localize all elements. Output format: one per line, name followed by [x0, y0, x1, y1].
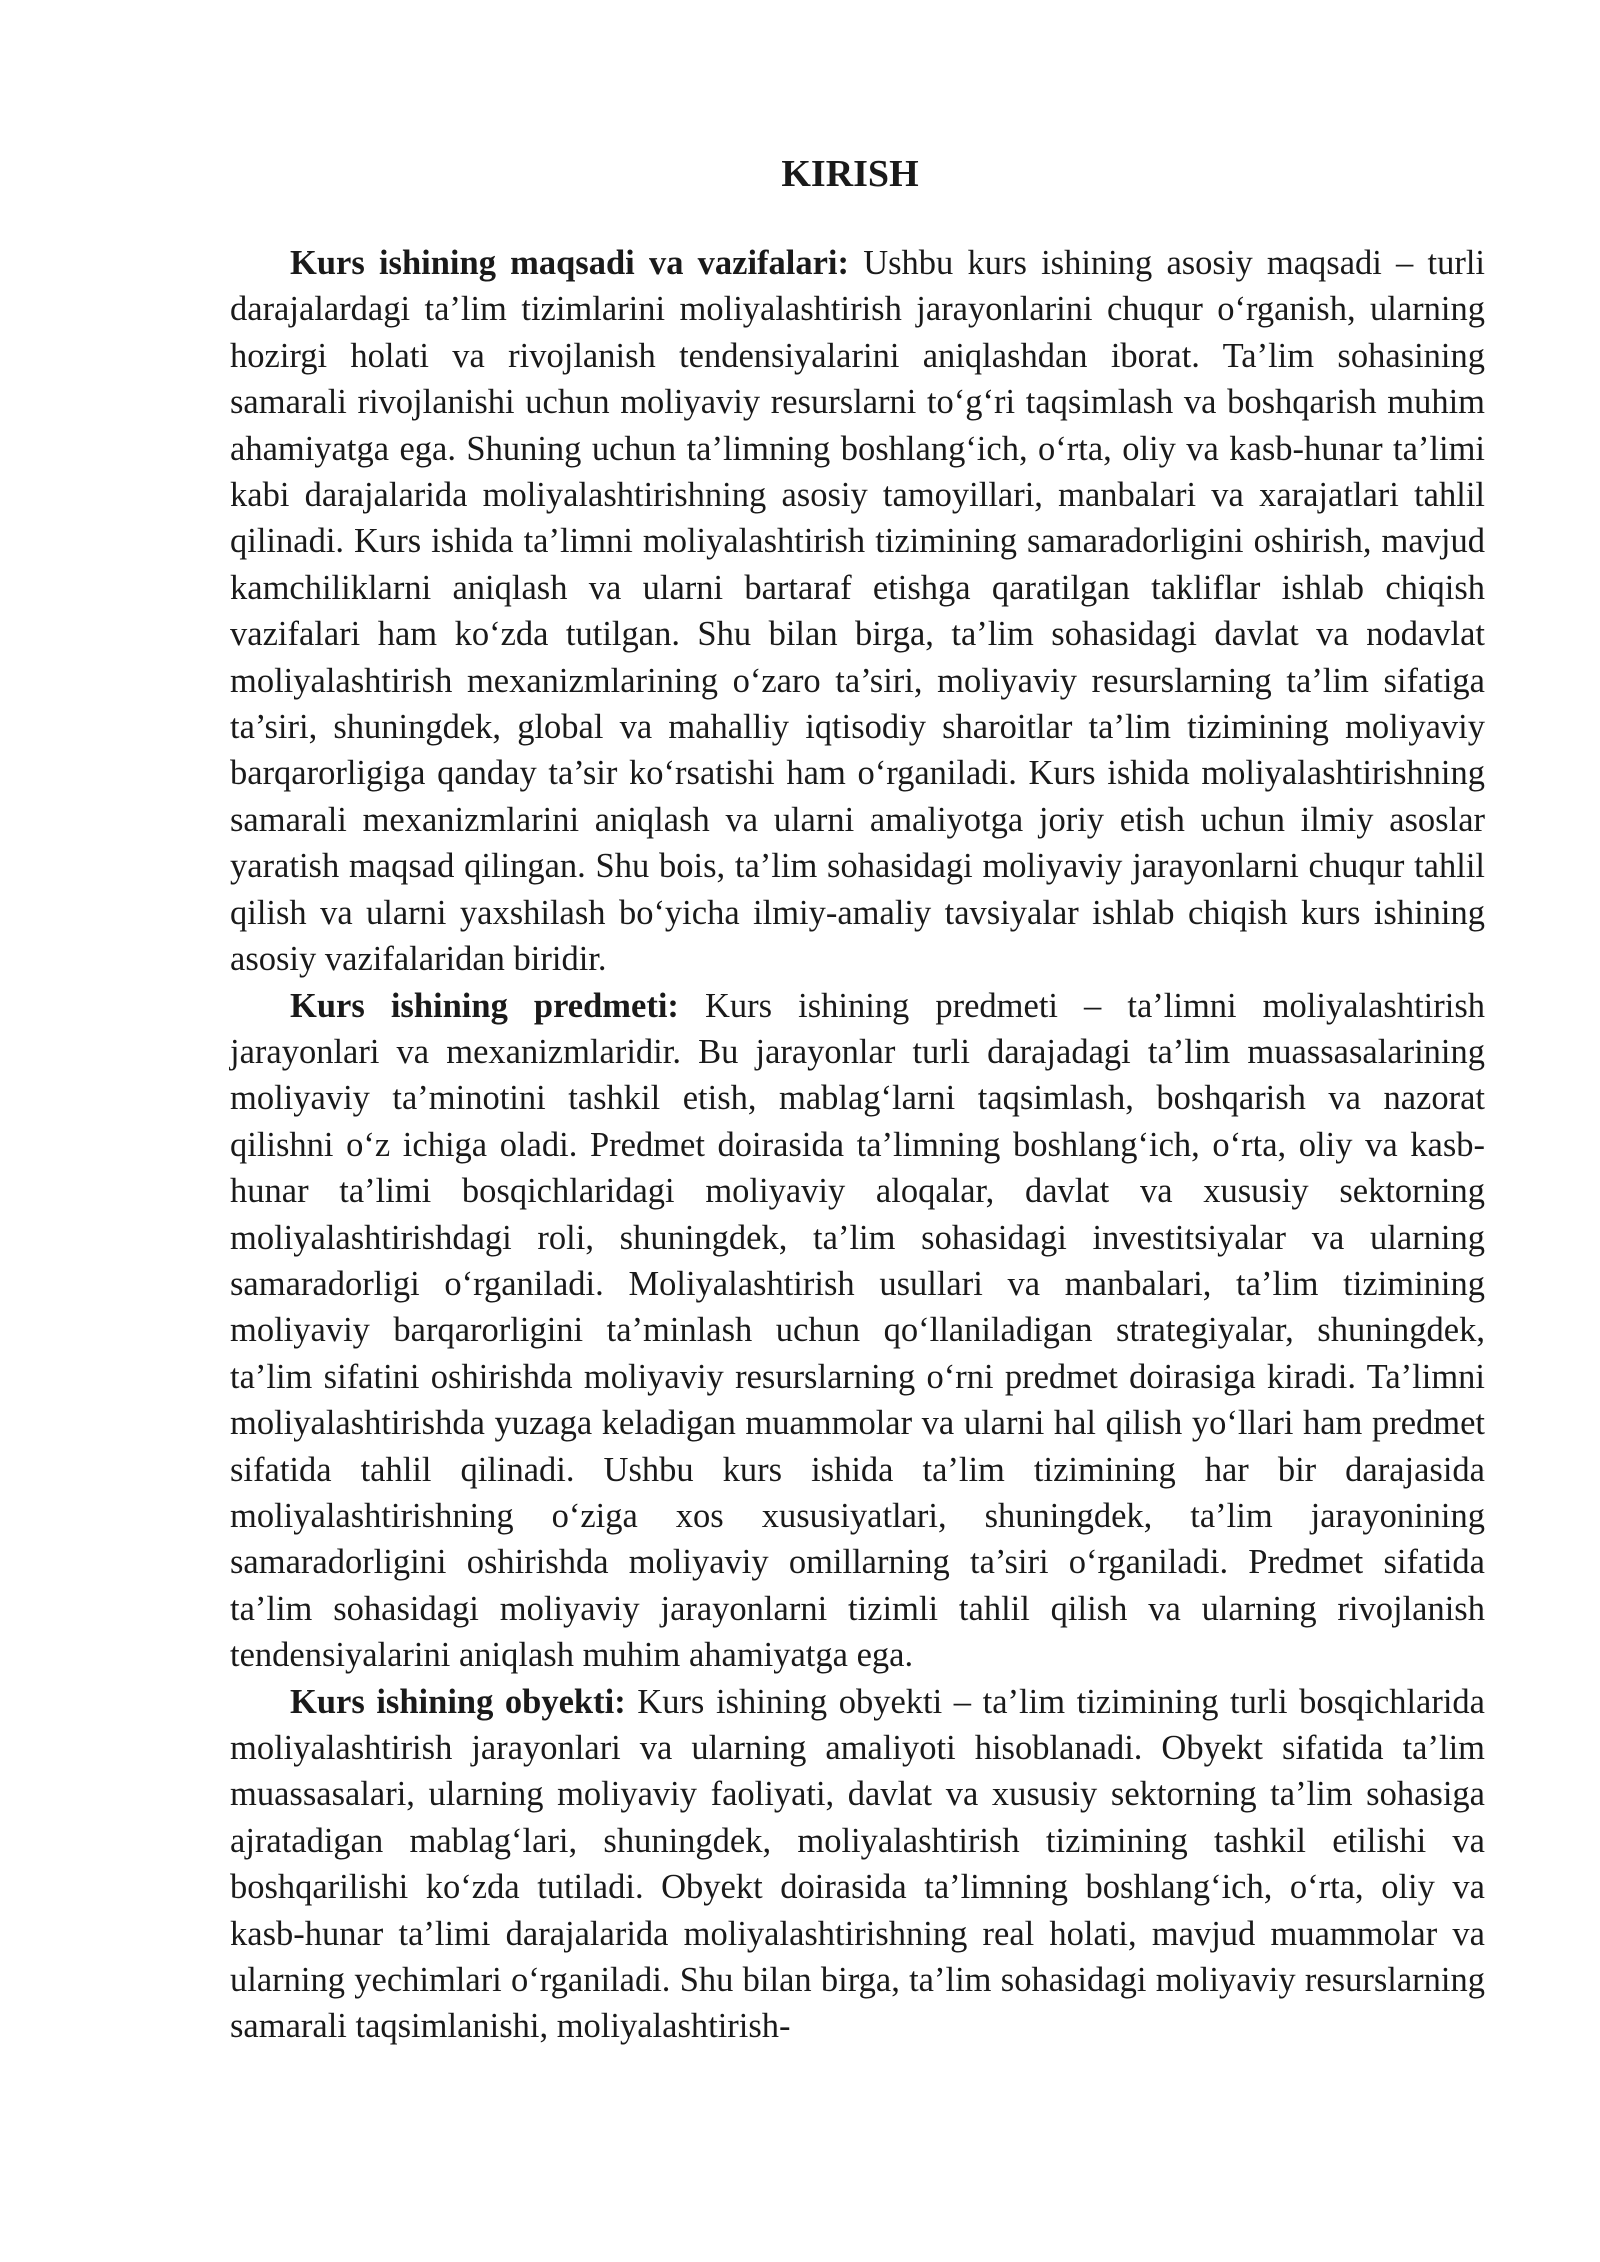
body-text — [230, 240, 1485, 2050]
paragraph-heading: Kurs ishining maqsadi va vazifalari: — [290, 244, 849, 282]
paragraph-heading: Kurs ishining predmeti: — [290, 986, 679, 1025]
page-title: KIRISH — [781, 153, 919, 195]
paragraph-text: Ushbu kurs ishining asosiy maqsadi – turli darajalardagi ta’lim tizimlarini moliyalashtirish jarayonlarini chuqur o‘rganish, ularning hozirgi holati va rivojlanish tendensiyalarini aniqlashdan iborat. Ta’lim sohasining samarali rivojlanishi uchun moliyaviy resurslarni to‘g‘ri taqsimlash va boshqarish muhim ahamiyatga ega. Shuning uchun ta’limning boshlang‘ich, o‘rta, oliy va kasb-hunar ta’limi kabi darajalarida moliyalashtirishning asosiy tamoyillari, manbalari va xarajatlari tahlil qilinadi. Kurs ishida ta’limni moliyalashtirish tizimining samaradorligini oshirish, mavjud kamchiliklarni aniqlash va ularni bartaraf etishga qaratilgan takliflar ishlab chiqish vazifalari ham ko‘zda tutilgan. Shu bilan birga, ta’lim sohasidagi davlat va nodavlat moliyalashtirish mexanizmlarining o‘zaro ta’siri, moliyaviy resurslarning ta’lim sifatiga ta’siri, shuningdek, global va mahalliy iqtisodiy sharoitlar ta’lim tizimining moliyaviy barqarorligiga qanday ta’sir ko‘rsatishi ham o‘rganiladi. Kurs ishida moliyalashtirishning samarali mexanizmlarini aniqlash va ularni amaliyotga joriy etish uchun ilmiy asoslar yaratish maqsad qilingan. Shu bois, ta’lim sohasidagi moliyaviy jarayonlarni chuqur tahlil qilish va ularni yaxshilash bo‘yicha ilmiy-amaliy tavsiyalar ishlab chiqish kurs ishining asosiy vazifalaridan biridir. — [230, 244, 1485, 979]
paragraph-text: Kurs ishining predmeti – ta’limni moliyalashtirish jarayonlari va mexanizmlaridir. Bu jarayonlar turli darajadagi ta’lim muassasalarining moliyaviy ta’minotini tashkil etish, mablag‘larni taqsimlash, boshqarish va nazorat qilishni o‘z ichiga oladi. Predmet doirasida ta’limning boshlang‘ich, o‘rta, oliy va kasb-hunar ta’limi bosqichlaridagi moliyaviy aloqalar, davlat va xususiy sektorning moliyalashtirishdagi roli, shuningdek, ta’lim sohasidagi investitsiyalar va ularning samaradorligi o‘rganiladi. Moliyalashtirish usullari va manbalari, ta’lim tizimining moliyaviy barqarorligini ta’minlash uchun qo‘llaniladigan strategiyalar, shuningdek, ta’lim sifatini oshirishda moliyaviy resurslarning o‘rni predmet doirasiga kiradi. Ta’limni moliyalashtirishda yuzaga keladigan muammolar va ularni hal qilish yo‘llari ham predmet sifatida tahlil qilinadi. Ushbu kurs ishida ta’lim tizimining har bir darajasida moliyalashtirishning o‘ziga xos xususiyatlari, shuningdek, ta’lim jarayonining samaradorligini oshirishda moliyaviy omillarning ta’siri o‘rganiladi. Predmet sifatida ta’lim sohasidagi moliyaviy jarayonlarni tizimli tahlil qilish va ularning rivojlanish tendensiyalarini aniqlash muhim ahamiyatga ega. — [230, 986, 1485, 1675]
paragraph-heading: Kurs ishining obyekti: — [290, 1682, 626, 1721]
paragraph-text: Kurs ishining obyekti – ta’lim tizimining turli bosqichlarida moliyalashtirish jarayonlari va ularning amaliyoti hisoblanadi. Obyekt sifatida ta’lim muassasalari, ularning moliyaviy faoliyati, davlat va xususiy sektorning ta’lim sohasiga ajratadigan mablag‘lari, shuningdek, moliyalashtirish tizimining tashkil etilishi va boshqarilishi ko‘zda tutiladi. Obyekt doirasida ta’limning boshlang‘ich, o‘rta, oliy va kasb-hunar ta’limi darajalarida moliyalashtirishning real holati, mavjud muammolar va ularning yechimlari o‘rganiladi. Shu bilan birga, ta’lim sohasidagi moliyaviy resurslarning samarali taqsimlanishi, moliyalashtirish- — [230, 1682, 1485, 2046]
paragraph-predmeti — [230, 983, 1485, 1679]
paragraph-maqsadi — [230, 240, 1485, 983]
paragraph-obyekti — [230, 1679, 1485, 2050]
